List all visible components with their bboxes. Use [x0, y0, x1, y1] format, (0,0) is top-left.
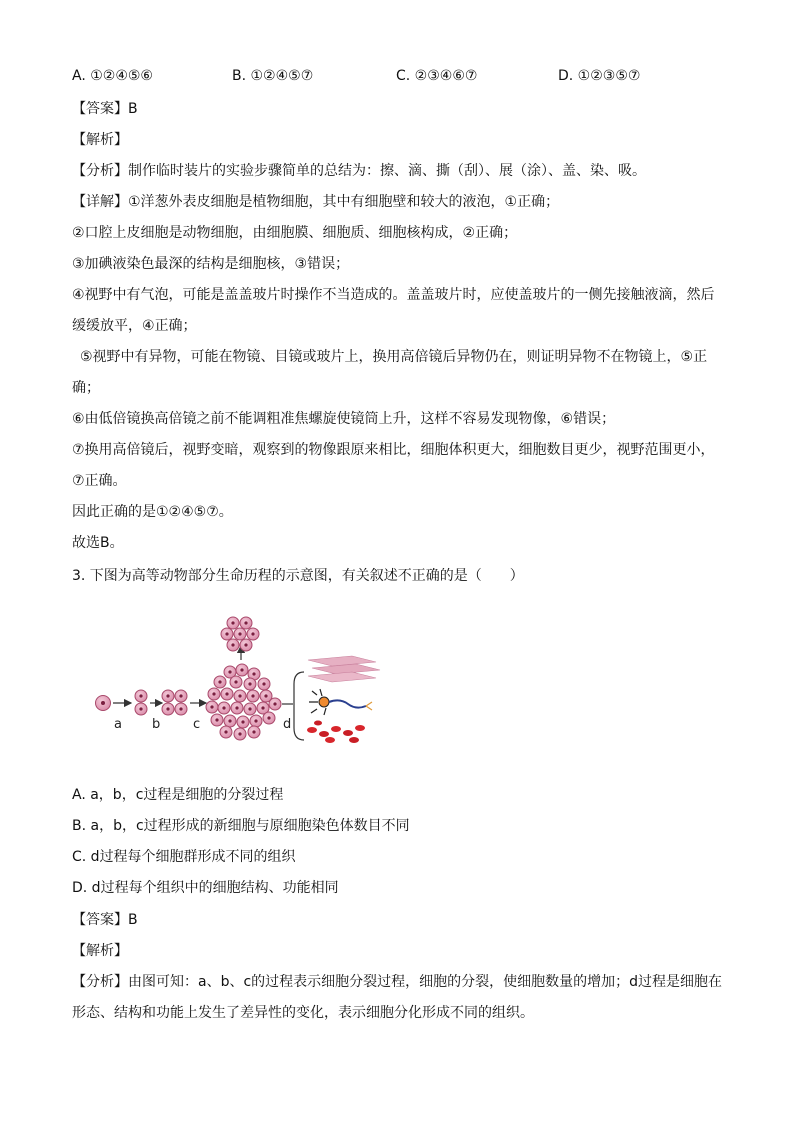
differentiation-bracket [294, 672, 304, 740]
muscle-tissue [308, 656, 380, 682]
option-c: C. ②③④⑥⑦ [396, 68, 478, 84]
q3-analysis-line: 【分析】由图可知：a、b、c的过程表示细胞分裂过程，细胞的分裂，使细胞数量的增加；d过程是细胞在 [72, 974, 723, 990]
q3-analysis-line: 形态、结构和功能上发生了差异性的变化，表示细胞分化形成不同的组织。 [72, 1005, 534, 1021]
nerve-tissue [309, 689, 372, 715]
detail-line: ⑦换用高倍镜后，视野变暗，观察到的物像跟原来相比，细胞体积更大，细胞数目更少，视野范围更小， [72, 442, 715, 458]
option-a: A. ①②④⑤⑥ [72, 68, 153, 84]
single-cell [96, 696, 111, 711]
cell-cluster [206, 664, 281, 740]
four-cells [162, 690, 187, 715]
detail-line: 【详解】①洋葱外表皮细胞是植物细胞，其中有细胞壁和较大的液泡，①正确； [72, 194, 560, 210]
detail-line: ③加碘液染色最深的结构是细胞核，③错误； [72, 256, 350, 272]
detail-line: ②口腔上皮细胞是动物细胞，由细胞膜、细胞质、细胞核构成，②正确； [72, 225, 518, 241]
label-d: d [283, 717, 292, 732]
label-a: a [114, 717, 122, 732]
q3-option-d: D. d过程每个组织中的细胞结构、功能相同 [72, 880, 339, 896]
q3-option-c: C. d过程每个细胞群形成不同的组织 [72, 849, 296, 865]
detail-line: ⑥由低倍镜换高倍镜之前不能调粗准焦螺旋使镜筒上升，这样不容易发现物像，⑥错误； [72, 411, 616, 427]
option-b: B. ①②④⑤⑦ [232, 68, 314, 84]
detail-line: ⑤视野中有异物，可能在物镜、目镜或玻片上，换用高倍镜后异物仍在，则证明异物不在物镜上，⑤正 [80, 349, 708, 365]
q3-analysis-label: 【解析】 [72, 943, 128, 959]
option-d: D. ①②③⑤⑦ [558, 68, 641, 84]
top-cell-cluster [221, 617, 259, 651]
detail-line: ⑦正确。 [72, 473, 127, 489]
q3-answer-label: 【答案】B [72, 912, 138, 928]
analysis-line: 【分析】制作临时装片的实验步骤简单的总结为：擦、滴、撕（刮）、展（涂）、盖、染、吸。 [72, 163, 646, 179]
question-stem: 3. 下图为高等动物部分生命历程的示意图，有关叙述不正确的是（ ） [72, 568, 524, 584]
q3-option-a: A. a，b，c过程是细胞的分裂过程 [72, 787, 284, 803]
detail-line: ④视野中有气泡，可能是盖盖玻片时操作不当造成的。盖盖玻片时，应使盖玻片的一侧先接触液滴，然后 [72, 287, 715, 303]
detail-line: 确； [72, 380, 100, 396]
conclusion-line: 因此正确的是①②④⑤⑦。 [72, 504, 233, 520]
choice-line: 故选B。 [72, 535, 124, 551]
cell-division-diagram [90, 612, 390, 752]
answer-label: 【答案】B [72, 101, 138, 117]
two-cells [135, 690, 147, 715]
label-c: c [193, 717, 201, 732]
analysis-label: 【解析】 [72, 132, 128, 148]
label-b: b [152, 717, 161, 732]
q3-option-b: B. a，b，c过程形成的新细胞与原细胞染色体数目不同 [72, 818, 410, 834]
blood-cells [307, 721, 365, 744]
detail-line: 缓缓放平，④正确； [72, 318, 197, 334]
